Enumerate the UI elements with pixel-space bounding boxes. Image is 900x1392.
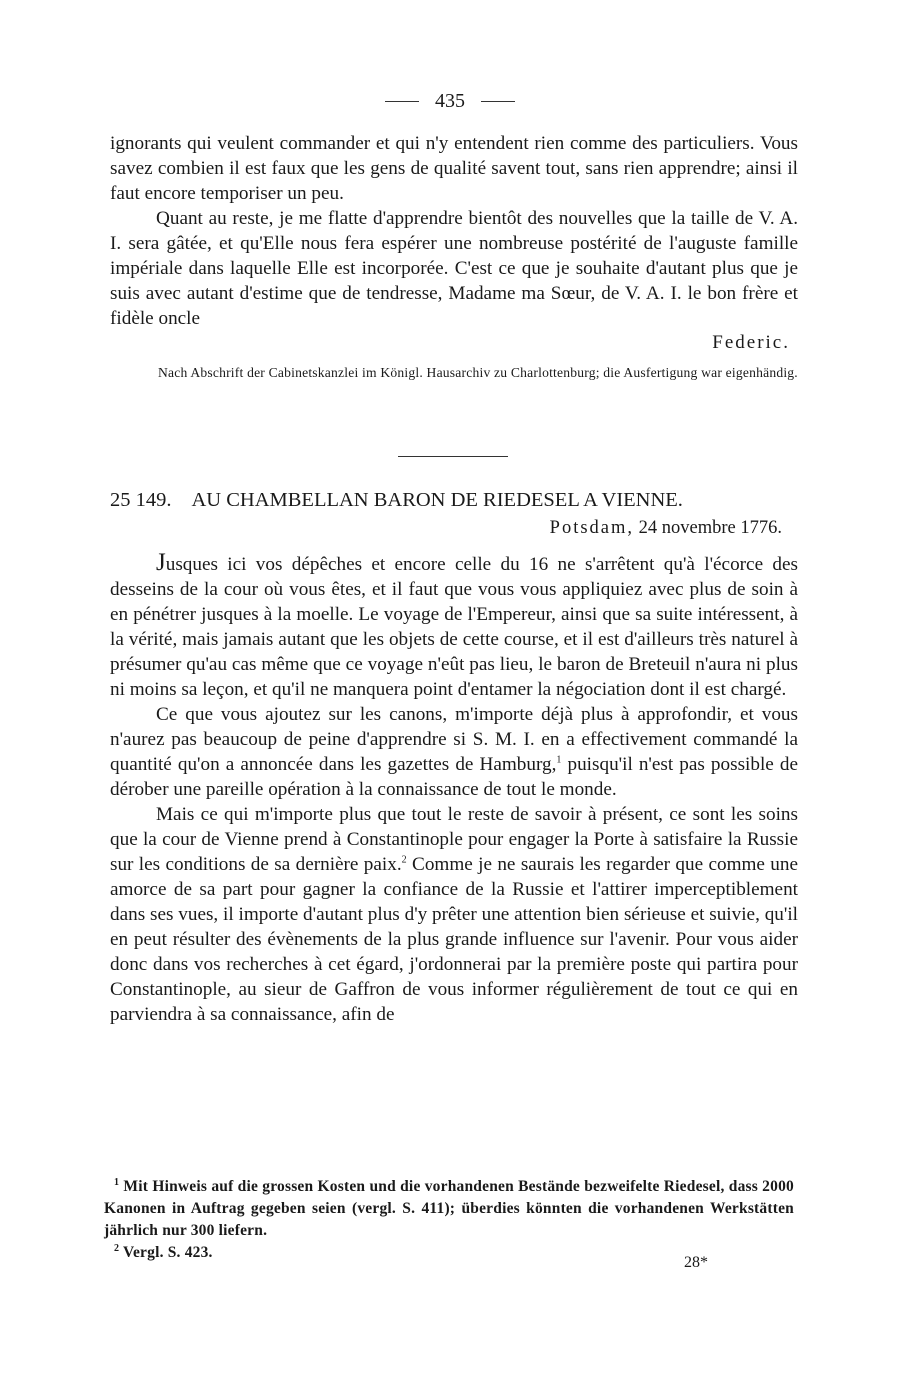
letter-paragraph-text: puisqu'il n'est pas possible de dérober une pareille opération à la connaissance de tout le monde.	[110, 754, 798, 800]
footnote-mark: 1	[114, 1176, 120, 1188]
letter-title: AU CHAMBELLAN BARON DE RIEDESEL A VIENNE.	[191, 489, 683, 511]
letter-heading	[110, 487, 800, 513]
drop-cap: J	[156, 549, 166, 576]
source-note: Nach Abschrift der Cabinetskanzlei im Königl. Hausarchiv zu Charlottenburg; die Ausfertigung war eigenhändig.	[158, 365, 798, 380]
footnote-text: Mit Hinweis auf die grossen Kosten und die vorhandenen Bestände bezweifelte Riedesel, dass 2000 Kanonen in Auftrag gegeben seien (vergl. S. 411); überdies könnten die vorhandenen Werkstätten jährlich nur 300 liefern.	[104, 1178, 794, 1239]
prev-letter-paragraph: ignorants qui veulent commander et qui n'y entendent rien comme des particuliers. Vous savez combien il est faux que les gens de qualité savent tout, sans rien apprendre; ainsi il faut encore temporiser un peu.	[110, 133, 798, 204]
dateline-date: 24 novembre 1776.	[638, 518, 782, 538]
letter-paragraph	[110, 802, 798, 1027]
letter-paragraph	[110, 702, 798, 802]
signature-mark: 28*	[684, 1254, 708, 1271]
letter-paragraph-text: usques ici vos dépêches et encore celle du 16 ne s'arrêtent qu'à l'écorce des desseins de la cour où vous êtes, et il faut que vous vous appliquiez avec plus de soin à en pénétrer jusques à la moelle. Le voyage de l'Empereur, ainsi que sa suite intéressent, à la vérité, mais jamais autant que les objets de cette course, et il est d'ailleurs très naturel à présumer qu'au cas même que ce voyage n'eût pas lieu, le baron de Breteuil n'aura ni plus ni moins sa leçon, et qu'il ne manquera point d'entamer la négociation dont il est chargé.	[110, 554, 798, 700]
page-header	[0, 88, 900, 114]
previous-letter-continuation	[110, 131, 798, 381]
letter-paragraph-text: Comme je ne saurais les regarder que comme une amorce de sa part pour gagner la confiance de la Russie et l'attirer imperceptiblement dans ses vues, il importe d'autant plus d'y prêter une attention bien sérieuse et suivie, qu'il en peut résulter des évènements de la plus grande influence sur l'avenir. Pour vous aider donc dans vos recherches à cet égard, j'ordonnerai par la première poste qui partira pour Constantinople, au sieur de Gaffron de vous informer régulièrement de tout ce qui en parviendra à sa connaissance, afin de	[110, 854, 798, 1025]
footnote-ref: 1	[556, 754, 562, 766]
letter-paragraph-text: Mais ce qui m'importe plus que tout le reste de savoir à présent, ce sont les soins que la cour de Vienne prend à Constantinople pour engager la Porte à satisfaire la Russie sur les conditions de sa dernière paix.	[110, 804, 798, 875]
footnote-mark: 2	[114, 1242, 120, 1254]
header-rule-right	[481, 101, 515, 102]
page-number: 435	[435, 89, 465, 112]
letter-paragraph-text: Ce que vous ajoutez sur les canons, m'importe déjà plus à approfondir, et vous n'aurez pas beaucoup de peine d'apprendre si S. M. I. en a effectivement commandé la quantité qu'on a annoncée dans les gazettes de Hamburg,	[110, 704, 798, 775]
footnote-ref: 2	[401, 854, 407, 866]
prev-letter-paragraph: Quant au reste, je me flatte d'apprendre bientôt des nouvelles que la taille de V. A. I. sera gâtée, et qu'Elle nous fera espérer une nombreuse postérité de l'auguste famille impériale dans laquelle Elle est incorporée. C'est ce que je souhaite d'autant plus que je suis avec autant d'estime que de tendresse, Madame ma Sœur, de V. A. I. le bon frère et fidèle oncle	[110, 208, 798, 329]
footnotes	[104, 1176, 794, 1264]
dateline-place: Potsdam,	[549, 518, 635, 538]
section-divider	[398, 456, 508, 457]
footnote	[104, 1176, 794, 1242]
signature: Federic.	[712, 332, 790, 353]
letter-number: 25 149.	[110, 489, 172, 511]
letter-paragraph	[110, 549, 798, 702]
header-rule-left	[385, 101, 419, 102]
footnote-text: Vergl. S. 423.	[119, 1244, 213, 1261]
letter-body	[110, 549, 798, 1027]
dateline	[110, 516, 782, 540]
